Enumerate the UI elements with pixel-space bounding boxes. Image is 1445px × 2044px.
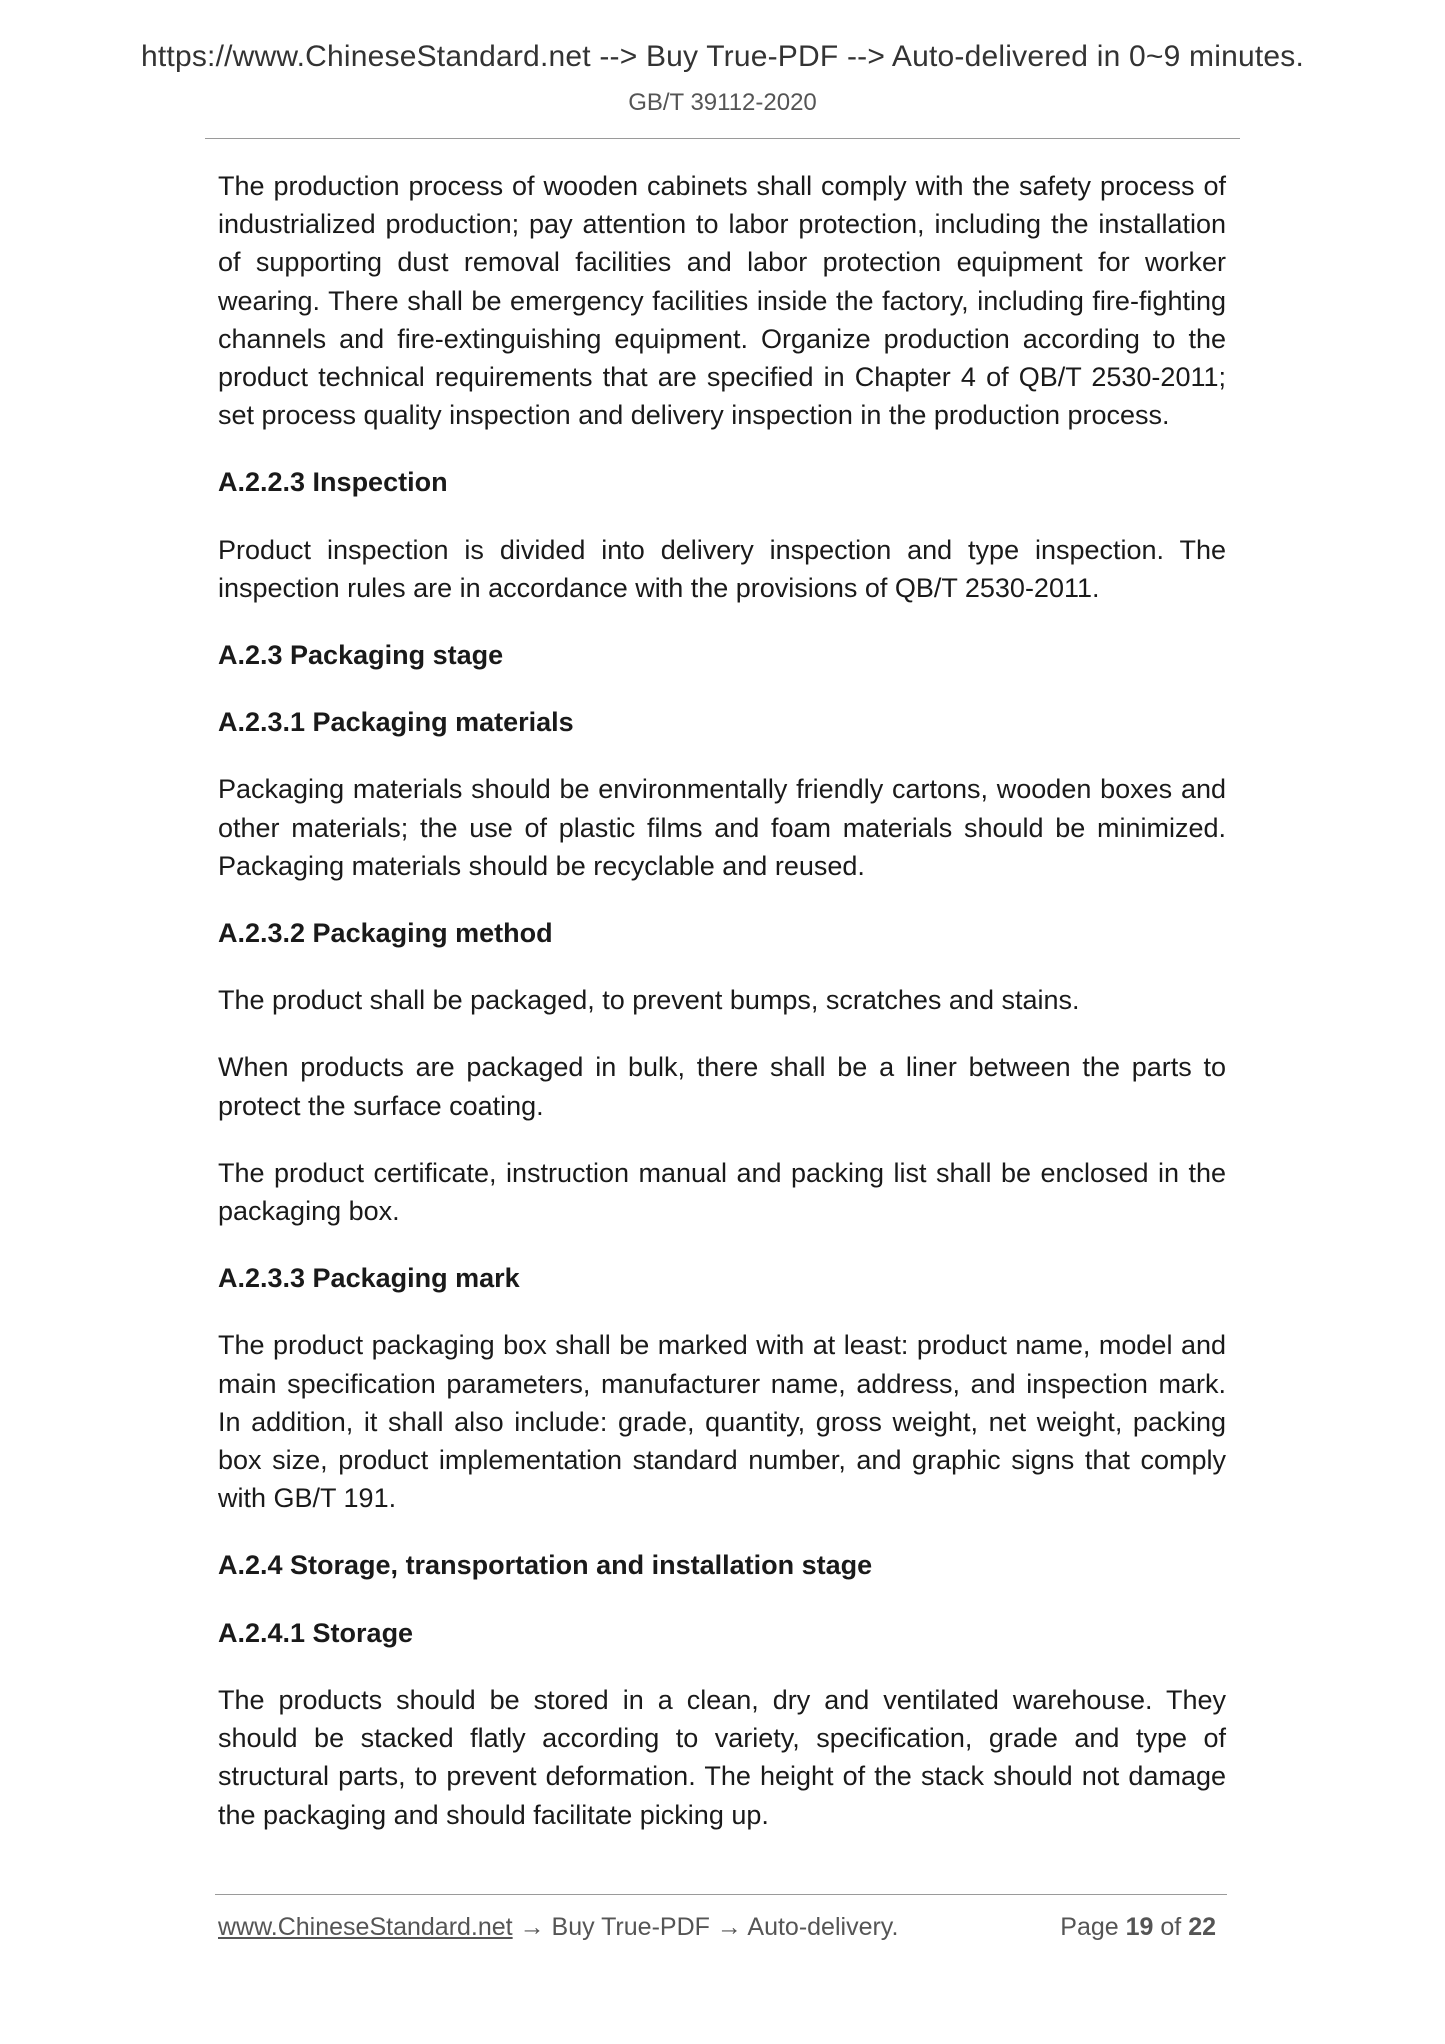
- footer-left: [218, 1913, 898, 1942]
- footer-divider: [215, 1894, 1227, 1895]
- paragraph-packaging-method-3: The product certificate, instruction manual and packing list shall be enclosed in the packaging box.: [218, 1157, 1226, 1227]
- paragraph-production-process: The production process of wooden cabinets shall comply with the safety process of industrialized production; pay attention to labor protection, including the installation of supporting dust removal facilities and labor protection equipment for worker wearing. There shall be emergency facilities inside the factory, including fire-fighting channels and fire-extinguishing equipment. Organize production according to the product technical requirements that are specified in Chapter 4 of QB/T 2530-2011; set process quality inspection and delivery inspection in the production process.: [218, 171, 1226, 431]
- heading-a24-storage-transport-install: A.2.4 Storage, transportation and installation stage: [218, 1550, 873, 1581]
- paragraph-packaging-method-2: When products are packaged in bulk, there shall be a liner between the parts to protect the surface coating.: [218, 1052, 1226, 1121]
- document-body: [218, 167, 1226, 1863]
- page-of-label: of: [1160, 1913, 1182, 1941]
- page-current-number: 19: [1125, 1913, 1154, 1941]
- document-code: GB/T 39112-2020: [628, 89, 817, 116]
- page-label: Page: [1060, 1913, 1119, 1941]
- heading-a223-inspection: A.2.2.3 Inspection: [218, 467, 448, 498]
- page-total-number: 22: [1188, 1913, 1216, 1941]
- source-banner: https://www.ChineseStandard.net --> Buy True-PDF --> Auto-delivered in 0~9 minutes.: [141, 40, 1304, 73]
- paragraph-packaging-mark: The product packaging box shall be marked with at least: product name, model and main specification parameters, manufacturer name, address, and inspection mark. In addition, it shall also include: grade, quantity, gross weight, net weight, packing box size, product implementation standard number, and graphic signs that comply with GB/T 191.: [218, 1330, 1226, 1514]
- heading-a231-packaging-materials: A.2.3.1 Packaging materials: [218, 707, 574, 738]
- paragraph-packaging-materials: Packaging materials should be environmentally friendly cartons, wooden boxes and other materials; the use of plastic films and foam materials should be minimized. Packaging materials should be recyclable and reused.: [218, 774, 1226, 881]
- footer-tagline: → Buy True-PDF → Auto-delivery.: [512, 1913, 899, 1941]
- header-divider: [205, 138, 1240, 139]
- paragraph-inspection: Product inspection is divided into delivery inspection and type inspection. The inspection rules are in accordance with the provisions of QB/T 2530-2011.: [218, 534, 1226, 603]
- paragraph-storage: The products should be stored in a clean, dry and ventilated warehouse. They should be stacked flatly according to variety, specification, grade and type of structural parts, to prevent deformation. The height of the stack should not damage the packaging and should facilitate picking up.: [218, 1684, 1226, 1830]
- heading-a233-packaging-mark: A.2.3.3 Packaging mark: [218, 1263, 520, 1294]
- heading-a232-packaging-method: A.2.3.2 Packaging method: [218, 918, 553, 949]
- paragraph-packaging-method-1: The product shall be packaged, to prevent bumps, scratches and stains.: [218, 985, 1080, 1016]
- heading-a241-storage: A.2.4.1 Storage: [218, 1617, 414, 1648]
- page-indicator: [1060, 1913, 1216, 1942]
- heading-a23-packaging-stage: A.2.3 Packaging stage: [218, 640, 504, 671]
- footer-site-link[interactable]: www.ChineseStandard.net: [218, 1913, 513, 1941]
